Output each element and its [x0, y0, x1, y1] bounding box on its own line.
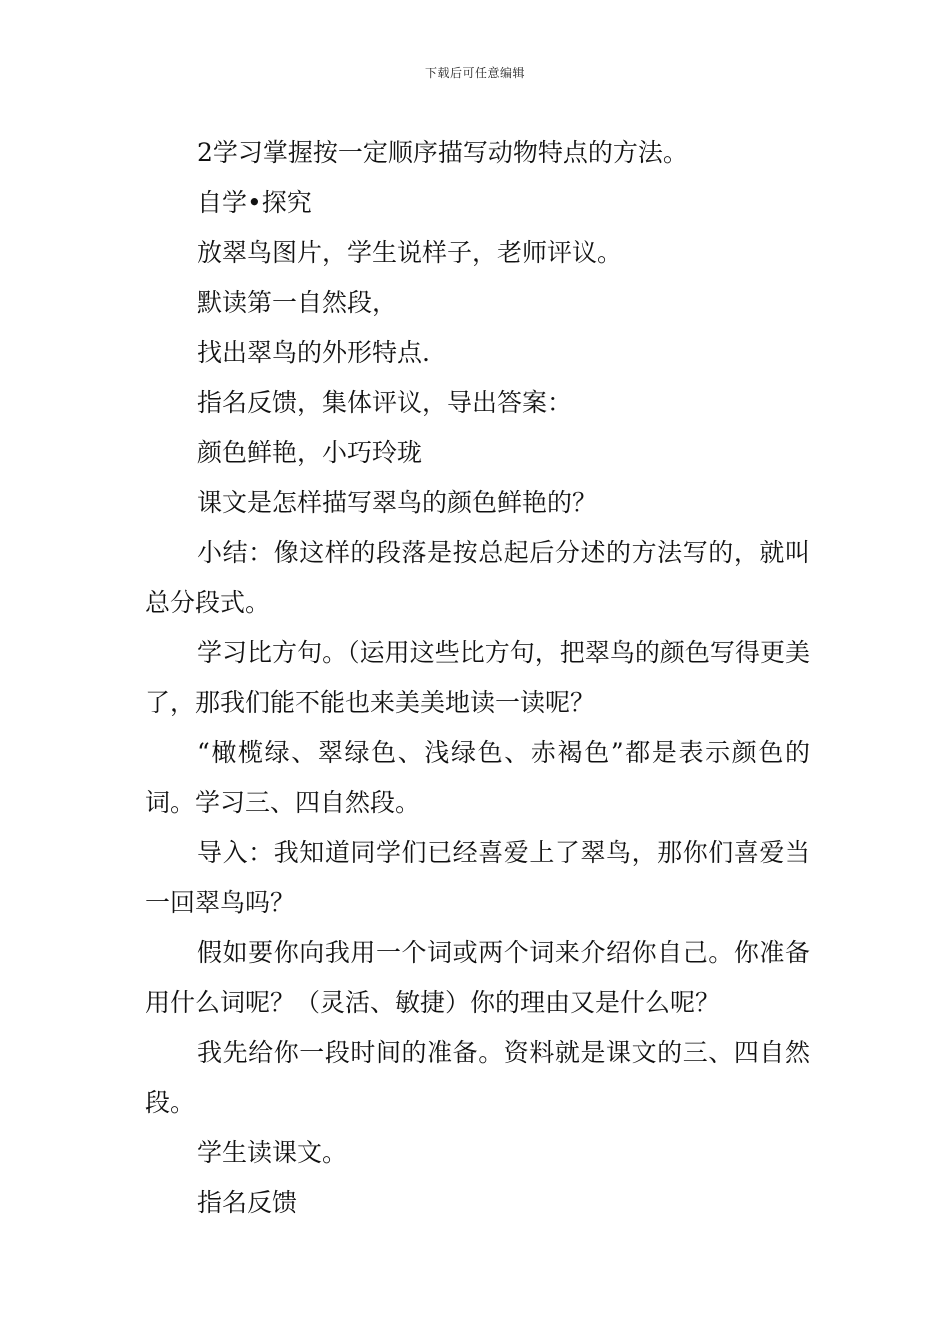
- paragraph: 自学•探究: [197, 188, 312, 217]
- page-header: 下载后可任意编辑: [424, 66, 525, 80]
- paragraph: 指名反馈，集体评议，导出答案：: [197, 388, 573, 417]
- paragraph: “橄榄绿、翠绿色、浅绿色、赤褐色”都是表示颜色的词。学习三、四自然段。: [145, 738, 810, 817]
- paragraph: 课文是怎样描写翠鸟的颜色鲜艳的？: [197, 488, 598, 517]
- paragraph: 颜色鲜艳，小巧玲珑: [197, 438, 423, 467]
- paragraph: 我先给你一段时间的准备。资料就是课文的三、四自然段。: [145, 1038, 810, 1117]
- paragraph: 默读第一自然段，: [197, 288, 398, 317]
- paragraph: 指名反馈: [197, 1188, 298, 1217]
- paragraph: 放翠鸟图片，学生说样子，老师评议。: [197, 238, 623, 267]
- paragraph: 2学习掌握按一定顺序描写动物特点的方法。: [197, 138, 688, 167]
- paragraph: 假如要你向我用一个词或两个词来介绍你自己。你准备用什么词呢？（灵活、敏捷）你的理由又是什么呢？: [145, 938, 810, 1017]
- paragraph: 导入：我知道同学们已经喜爱上了翠鸟，那你们喜爱当一回翠鸟吗？: [145, 838, 810, 917]
- paragraph: 学生读课文。: [197, 1138, 348, 1167]
- paragraph: 学习比方句。（运用这些比方句，把翠鸟的颜色写得更美了，那我们能不能也来美美地读一读呢？: [145, 638, 810, 717]
- paragraph: 找出翠鸟的外形特点.: [197, 338, 430, 367]
- paragraph: 小结：像这样的段落是按总起后分述的方法写的，就叫总分段式。: [145, 538, 810, 617]
- document-body: [145, 128, 810, 1228]
